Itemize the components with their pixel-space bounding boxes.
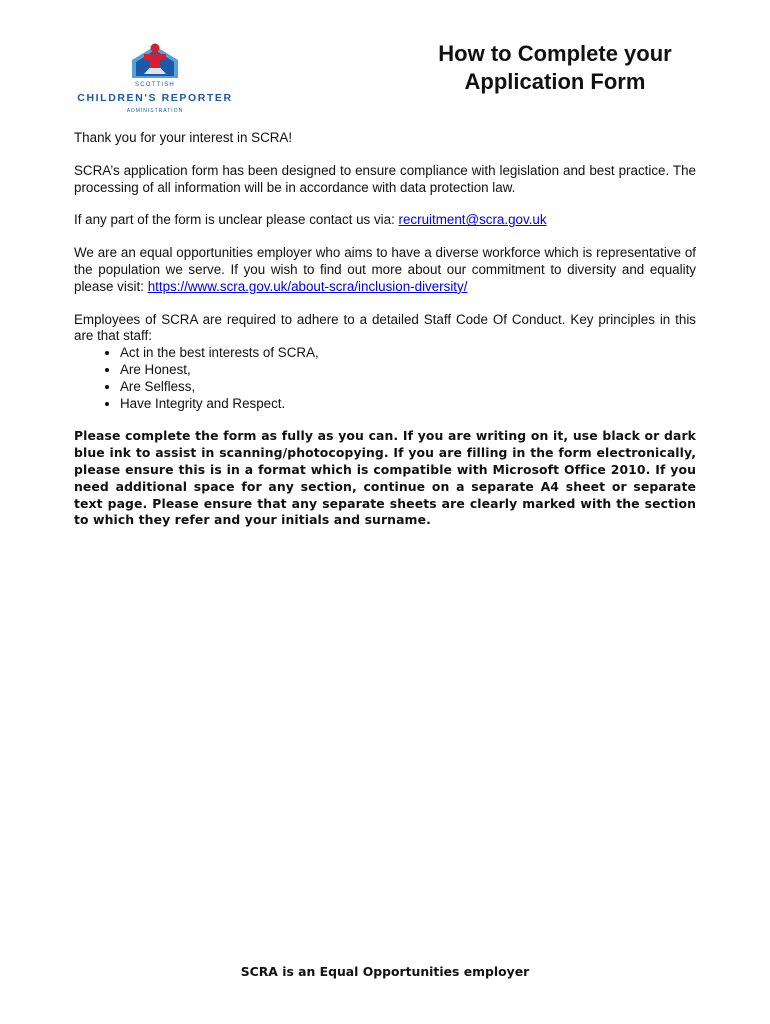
page-title-line2: Application Form bbox=[464, 69, 646, 94]
list-item: • Act in the best interests of SCRA, bbox=[120, 345, 696, 362]
equal-opportunities-text: We are an equal opportunities employer who aims to have a diverse workforce which is representative of the population we serve. If you wish to find out more about our commitment to diversity and equality please visit: bbox=[74, 245, 696, 294]
thanks-paragraph: Thank you for your interest in SCRA! bbox=[74, 130, 293, 145]
principles-list bbox=[74, 345, 696, 412]
contact-paragraph bbox=[74, 212, 696, 229]
page-title bbox=[400, 40, 710, 96]
document-body bbox=[74, 130, 696, 545]
contact-text: If any part of the form is unclear please contact us via: bbox=[74, 212, 399, 228]
logo-text-childrens-reporter: CHILDREN'S REPORTER bbox=[77, 92, 233, 104]
list-item: • Are Honest, bbox=[120, 362, 696, 379]
inclusion-diversity-link[interactable]: https://www.scra.gov.uk/about-scra/inclusion-diversity/ bbox=[147, 278, 468, 294]
logo-text-administration: ADMINISTRATION bbox=[126, 108, 184, 114]
equal-opportunities-paragraph bbox=[74, 245, 696, 295]
compliance-paragraph: SCRA’s application form has been designed to ensure compliance with legislation and best practice. The processing of all information will be in accordance with data protection law. bbox=[74, 162, 696, 195]
list-item: • Have Integrity and Respect. bbox=[120, 396, 696, 413]
page-title-line1: How to Complete your bbox=[438, 41, 672, 66]
logo-text-scottish: SCOTTISH bbox=[135, 82, 175, 88]
conduct-intro-paragraph: Employees of SCRA are required to adhere to a detailed Staff Code Of Conduct. Key principles in this are that staff: bbox=[74, 311, 696, 344]
list-item: • Are Selfless, bbox=[120, 379, 696, 396]
recruitment-email-link[interactable]: recruitment@scra.gov.uk bbox=[398, 212, 547, 228]
footer-text: SCRA is an Equal Opportunities employer bbox=[240, 964, 530, 979]
instructions-paragraph: Please complete the form as fully as you can. If you are writing on it, use black or dark blue ink to assist in scanning/photocopying. If you are filling in the form electronically, please ensure this is in a format which is compatible with Microsoft Office 2010. If you need additional space for any section, continue on a separate A4 sheet or separate text page. Please ensure that any separate sheets are clearly marked with the section to which they refer and your initials and surname. bbox=[74, 428, 696, 528]
logo-mark-icon bbox=[130, 40, 180, 80]
scra-logo bbox=[70, 40, 240, 116]
